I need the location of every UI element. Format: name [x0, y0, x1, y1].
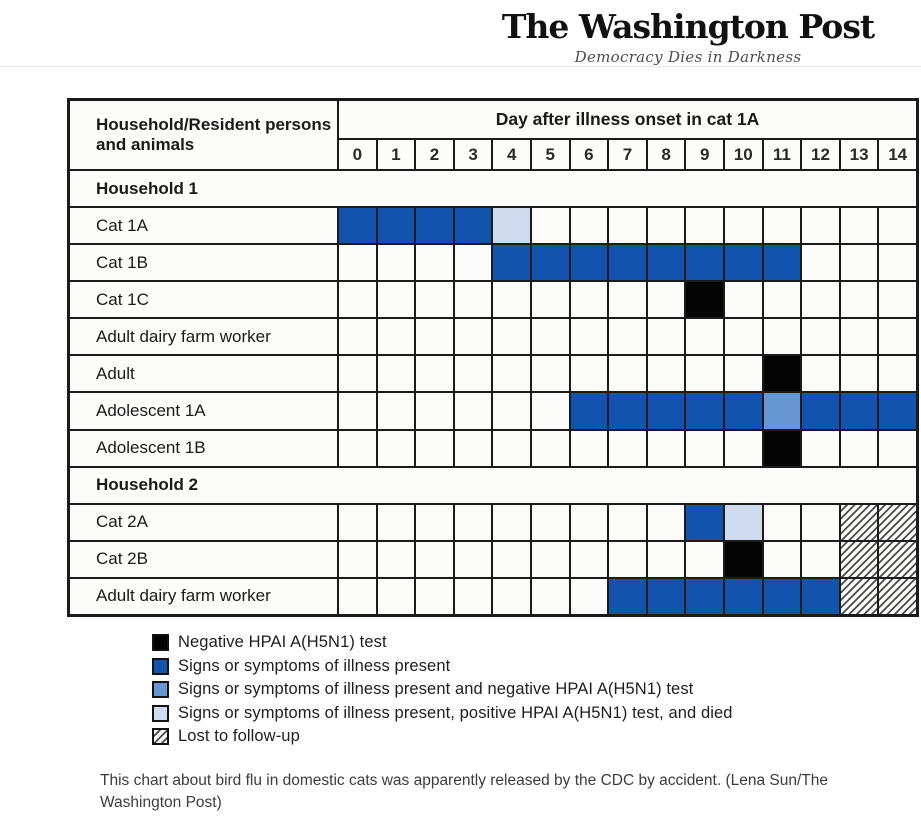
day-cell — [764, 579, 801, 614]
day-cell — [879, 393, 916, 428]
day-cell — [686, 208, 723, 243]
day-cell — [571, 282, 608, 317]
day-cell — [841, 319, 878, 354]
day-cell — [532, 208, 569, 243]
day-cell — [493, 319, 530, 354]
day-cell — [378, 431, 415, 466]
day-cell — [378, 505, 415, 540]
day-column-header: 6 — [571, 140, 608, 169]
day-cell — [609, 282, 646, 317]
day-cell — [725, 319, 762, 354]
day-cell — [764, 319, 801, 354]
day-cell — [416, 319, 453, 354]
day-cell — [532, 282, 569, 317]
day-cell — [609, 356, 646, 391]
masthead-title: The Washington Post — [501, 7, 875, 46]
day-cell — [571, 431, 608, 466]
row-label: Adult — [70, 356, 337, 391]
day-cell — [841, 579, 878, 614]
day-cell — [378, 245, 415, 280]
day-cell — [416, 282, 453, 317]
day-cell — [416, 431, 453, 466]
chart-title: Day after illness onset in cat 1A — [339, 101, 916, 138]
row-label: Cat 1A — [70, 208, 337, 243]
day-cell — [493, 208, 530, 243]
day-cell — [686, 431, 723, 466]
day-cell — [648, 245, 685, 280]
day-cell — [725, 282, 762, 317]
day-cell — [725, 208, 762, 243]
day-cell — [416, 245, 453, 280]
day-cell — [764, 431, 801, 466]
row-header: Household/Resident persons and animals — [70, 101, 337, 169]
day-cell — [339, 505, 376, 540]
day-cell — [532, 245, 569, 280]
day-cell — [764, 542, 801, 577]
day-column-header: 2 — [416, 140, 453, 169]
day-cell — [686, 393, 723, 428]
day-cell — [571, 319, 608, 354]
day-cell — [764, 245, 801, 280]
group-band: Household 1 — [70, 171, 916, 206]
day-column-header: 7 — [609, 140, 646, 169]
day-cell — [879, 282, 916, 317]
legend-item — [152, 634, 733, 652]
day-cell — [455, 356, 492, 391]
day-cell — [802, 431, 839, 466]
day-cell — [802, 208, 839, 243]
day-cell — [416, 393, 453, 428]
day-cell — [532, 393, 569, 428]
row-label: Adolescent 1B — [70, 431, 337, 466]
legend-swatch-blue — [152, 658, 169, 675]
day-cell — [532, 505, 569, 540]
day-cell — [416, 356, 453, 391]
day-cell — [686, 282, 723, 317]
day-cell — [455, 319, 492, 354]
day-cell — [609, 245, 646, 280]
day-cell — [455, 208, 492, 243]
day-cell — [378, 393, 415, 428]
day-column-header: 0 — [339, 140, 376, 169]
day-cell — [764, 282, 801, 317]
day-cell — [879, 579, 916, 614]
chart-legend — [152, 634, 733, 746]
day-cell — [609, 579, 646, 614]
day-cell — [416, 579, 453, 614]
day-cell — [571, 393, 608, 428]
day-cell — [493, 505, 530, 540]
day-column-header: 3 — [455, 140, 492, 169]
day-cell — [609, 431, 646, 466]
legend-swatch-medblue — [152, 681, 169, 698]
row-label: Cat 1B — [70, 245, 337, 280]
day-cell — [493, 542, 530, 577]
day-cell — [764, 505, 801, 540]
day-cell — [455, 245, 492, 280]
day-cell — [648, 542, 685, 577]
day-cell — [648, 393, 685, 428]
day-cell — [879, 505, 916, 540]
day-column-header: 9 — [686, 140, 723, 169]
day-cell — [725, 505, 762, 540]
day-cell — [532, 542, 569, 577]
day-cell — [609, 319, 646, 354]
day-cell — [378, 208, 415, 243]
day-cell — [802, 319, 839, 354]
day-cell — [802, 393, 839, 428]
legend-label: Signs or symptoms of illness present — [178, 656, 451, 675]
day-cell — [725, 356, 762, 391]
day-cell — [493, 245, 530, 280]
legend-label: Lost to follow-up — [178, 727, 300, 746]
row-label: Adult dairy farm worker — [70, 319, 337, 354]
masthead-tagline: Democracy Dies in Darkness — [574, 48, 802, 67]
day-cell — [378, 319, 415, 354]
day-column-header: 14 — [879, 140, 916, 169]
legend-label: Signs or symptoms of illness present and negative HPAI A(H5N1) test — [178, 680, 694, 699]
day-cell — [339, 208, 376, 243]
legend-swatch-black — [152, 634, 169, 651]
day-cell — [879, 319, 916, 354]
day-cell — [764, 356, 801, 391]
legend-item — [152, 681, 733, 699]
day-cell — [879, 431, 916, 466]
day-cell — [764, 208, 801, 243]
day-cell — [686, 505, 723, 540]
day-cell — [841, 542, 878, 577]
day-cell — [378, 282, 415, 317]
day-cell — [455, 282, 492, 317]
day-cell — [609, 542, 646, 577]
day-cell — [686, 319, 723, 354]
day-column-header: 1 — [378, 140, 415, 169]
day-cell — [648, 505, 685, 540]
day-column-header: 5 — [532, 140, 569, 169]
day-cell — [339, 282, 376, 317]
day-cell — [493, 579, 530, 614]
day-cell — [455, 505, 492, 540]
day-cell — [571, 579, 608, 614]
day-cell — [648, 356, 685, 391]
group-band: Household 2 — [70, 468, 916, 503]
day-cell — [648, 579, 685, 614]
day-cell — [648, 431, 685, 466]
day-cell — [455, 431, 492, 466]
legend-swatch-hatch — [152, 728, 169, 745]
day-cell — [841, 431, 878, 466]
day-cell — [571, 245, 608, 280]
day-cell — [493, 282, 530, 317]
day-cell — [339, 319, 376, 354]
legend-item — [152, 705, 733, 723]
day-cell — [339, 542, 376, 577]
day-cell — [416, 542, 453, 577]
day-cell — [686, 579, 723, 614]
day-cell — [841, 208, 878, 243]
legend-item — [152, 658, 733, 676]
day-column-header: 4 — [493, 140, 530, 169]
legend-label: Negative HPAI A(H5N1) test — [178, 633, 387, 652]
day-cell — [455, 542, 492, 577]
day-cell — [378, 579, 415, 614]
day-column-header: 8 — [648, 140, 685, 169]
day-cell — [802, 579, 839, 614]
day-cell — [802, 356, 839, 391]
day-cell — [532, 579, 569, 614]
day-cell — [339, 579, 376, 614]
day-cell — [686, 542, 723, 577]
day-cell — [725, 393, 762, 428]
day-column-header: 12 — [802, 140, 839, 169]
day-cell — [802, 542, 839, 577]
day-cell — [571, 505, 608, 540]
day-cell — [455, 579, 492, 614]
day-cell — [879, 245, 916, 280]
masthead-divider — [0, 66, 921, 67]
day-cell — [686, 356, 723, 391]
day-cell — [532, 431, 569, 466]
day-cell — [802, 282, 839, 317]
day-cell — [532, 319, 569, 354]
day-cell — [648, 319, 685, 354]
day-cell — [725, 579, 762, 614]
day-cell — [339, 245, 376, 280]
row-label: Cat 1C — [70, 282, 337, 317]
day-cell — [609, 208, 646, 243]
day-cell — [879, 208, 916, 243]
day-cell — [609, 393, 646, 428]
day-cell — [493, 393, 530, 428]
day-cell — [493, 356, 530, 391]
day-cell — [725, 431, 762, 466]
day-cell — [571, 542, 608, 577]
day-cell — [416, 208, 453, 243]
day-cell — [571, 356, 608, 391]
legend-label: Signs or symptoms of illness present, positive HPAI A(H5N1) test, and died — [178, 703, 733, 722]
photo-caption: This chart about bird flu in domestic cats was apparently released by the CDC by accident. (Lena Sun/The Washington Post) — [100, 772, 829, 812]
day-column-header: 11 — [764, 140, 801, 169]
row-label: Cat 2A — [70, 505, 337, 540]
day-cell — [725, 245, 762, 280]
chart-grid — [67, 98, 919, 617]
day-cell — [493, 431, 530, 466]
day-column-header: 10 — [725, 140, 762, 169]
day-cell — [764, 393, 801, 428]
day-cell — [841, 393, 878, 428]
day-cell — [686, 245, 723, 280]
day-cell — [802, 505, 839, 540]
day-cell — [648, 208, 685, 243]
day-cell — [532, 356, 569, 391]
day-cell — [378, 356, 415, 391]
legend-item — [152, 728, 733, 746]
row-label: Cat 2B — [70, 542, 337, 577]
day-cell — [879, 356, 916, 391]
day-cell — [609, 505, 646, 540]
day-cell — [841, 356, 878, 391]
day-cell — [571, 208, 608, 243]
day-cell — [879, 542, 916, 577]
day-cell — [339, 393, 376, 428]
row-label: Adult dairy farm worker — [70, 579, 337, 614]
row-label: Adolescent 1A — [70, 393, 337, 428]
legend-swatch-lightblue — [152, 705, 169, 722]
day-cell — [802, 245, 839, 280]
day-cell — [455, 393, 492, 428]
day-cell — [416, 505, 453, 540]
day-cell — [339, 356, 376, 391]
day-cell — [378, 542, 415, 577]
day-cell — [339, 431, 376, 466]
masthead — [502, 9, 874, 66]
day-column-header: 13 — [841, 140, 878, 169]
day-cell — [841, 245, 878, 280]
day-cell — [648, 282, 685, 317]
day-cell — [725, 542, 762, 577]
day-cell — [841, 505, 878, 540]
day-cell — [841, 282, 878, 317]
